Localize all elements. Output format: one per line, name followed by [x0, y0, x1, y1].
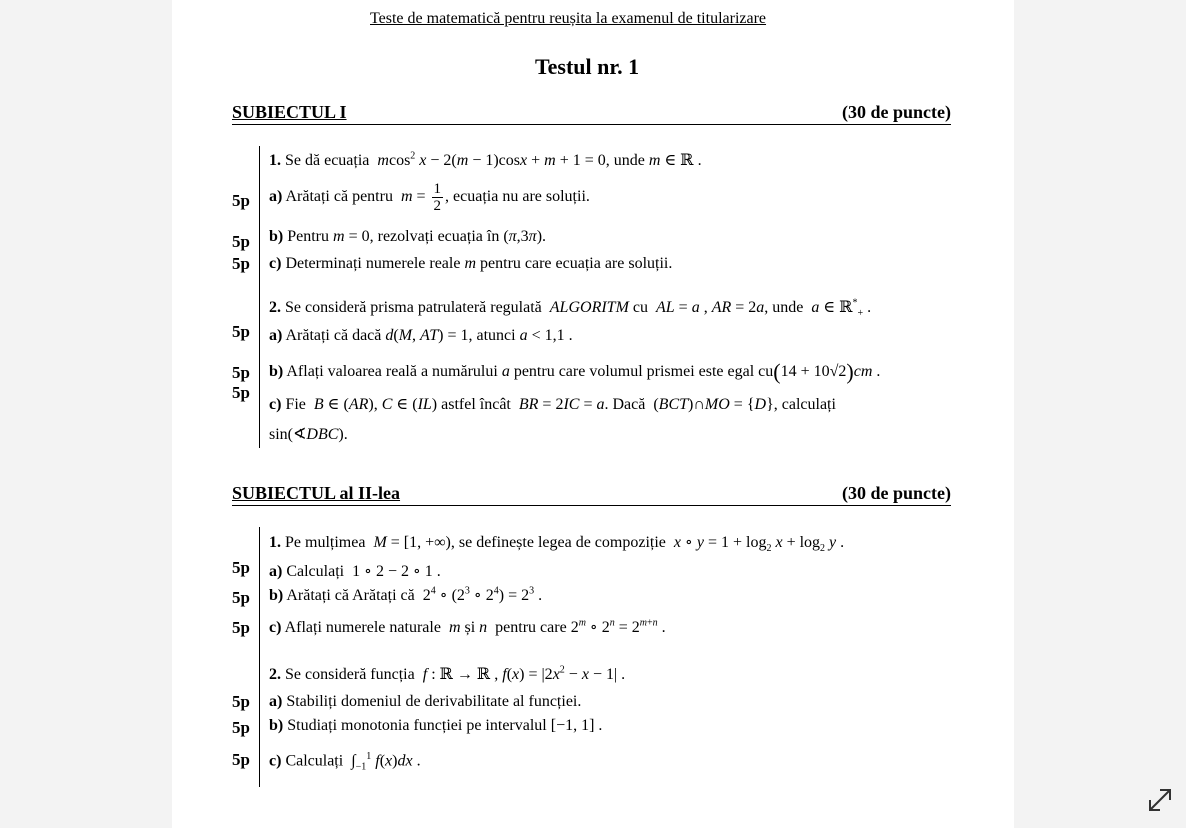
s1-p1-b: b) Pentru m = 0, rezolvați ecuația în (π,3π). — [269, 228, 547, 245]
points-s1-1a: 5p — [232, 191, 250, 210]
section-1-points: (30 de puncte) — [842, 102, 951, 122]
section-2-points: (30 de puncte) — [842, 483, 951, 503]
points-s2-2a: 5p — [232, 692, 250, 711]
section-2-heading — [232, 483, 951, 506]
s1-p1-a: a) Arătați că pentru m = $\frac{1}{2}$ , ecuația nu are soluții. — [269, 181, 590, 214]
section-2-name: SUBIECTUL al II-lea — [232, 483, 401, 503]
points-s2-2b: 5p — [232, 718, 250, 737]
document-header: Teste de matematică pentru reușita la examenul de titularizare — [370, 10, 767, 27]
points-s1-1c: 5p — [232, 254, 250, 273]
points-s1-2a: 5p — [232, 322, 250, 341]
section-1-heading — [232, 102, 951, 125]
test-title: Testul nr. 1 — [535, 54, 640, 79]
s2-p1-b: b) Arătați că Arătați că $2^4$ ∘ ($2^3$ ∘ $2^4) = 2^3$ . — [269, 585, 543, 604]
points-s2-1a: 5p — [232, 558, 250, 577]
points-s1-1b: 5p — [232, 232, 250, 251]
s2-p2-a: a) Stabiliți domeniul de derivabilitate al funcției. — [269, 693, 582, 710]
s2-p2-intro: 2. Se consideră funcția f : ℝ → ℝ , $f(x) = |2x^2 - x - 1|$ . — [269, 664, 626, 683]
points-s2-1c: 5p — [232, 618, 250, 637]
points-s2-1b: 5p — [232, 588, 250, 607]
section-1-margin-line — [259, 146, 260, 448]
points-s1-2b: 5p — [232, 363, 250, 382]
s2-p2-b: b) Studiați monotonia funcției pe intervalul [−1, 1] . — [269, 717, 603, 734]
s1-p2-c-cont: sin(∢DBC). — [269, 426, 348, 443]
s1-p2-c: c) Fie B ∈ (AR), C ∈ (IL) astfel încât BR = 2IC = a. Dacă (BCT)∩MO = {D}, calculați — [269, 396, 836, 413]
s2-p2-c: c) Calculați $\int_{-1}^1$ f(x)dx . — [269, 751, 421, 773]
section-2-margin-line — [259, 527, 260, 787]
points-s2-2c: 5p — [232, 750, 250, 769]
s2-p1-c: c) Aflați numerele naturale m și n pentru care 2$^m$ ∘ $2^n = 2^{m+n}$ . — [269, 617, 666, 636]
s1-p1-c: c) Determinați numerele reale m pentru care ecuația are soluții. — [269, 255, 673, 272]
s1-p2-b: b) Aflați valoarea reală a numărului a pentru care volumul prismei este egal cu(14 + 10√2)cm . — [269, 359, 881, 384]
s2-p1-a: a) Calculați 1 ∘ 2 − 2 ∘ 1 . — [269, 563, 441, 580]
expand-icon[interactable] — [1146, 786, 1174, 814]
section-1-name: SUBIECTUL I — [232, 102, 347, 122]
s1-p2-a: a) Arătați că dacă d(M, AT) = 1, atunci a < 1,1 . — [269, 327, 573, 344]
points-s1-2c: 5p — [232, 383, 250, 402]
s1-p1-intro: 1. Se dă ecuația mcos$^2$ x − 2(m − 1)cosx + m + 1 = 0, unde m ∈ ℝ . — [269, 150, 702, 169]
s1-p2-intro: 2. Se consideră prisma patrulateră regulată ALGORITM cu AL = a , AR = 2a, unde a ∈ ℝ*$_+$ . — [269, 297, 872, 320]
s2-p1-intro: 1. Pe mulțimea M = [1, +∞), se definește legea de compoziție x ∘ $y = 1 + \log_2 x + \log_2 y$ . — [269, 534, 845, 555]
